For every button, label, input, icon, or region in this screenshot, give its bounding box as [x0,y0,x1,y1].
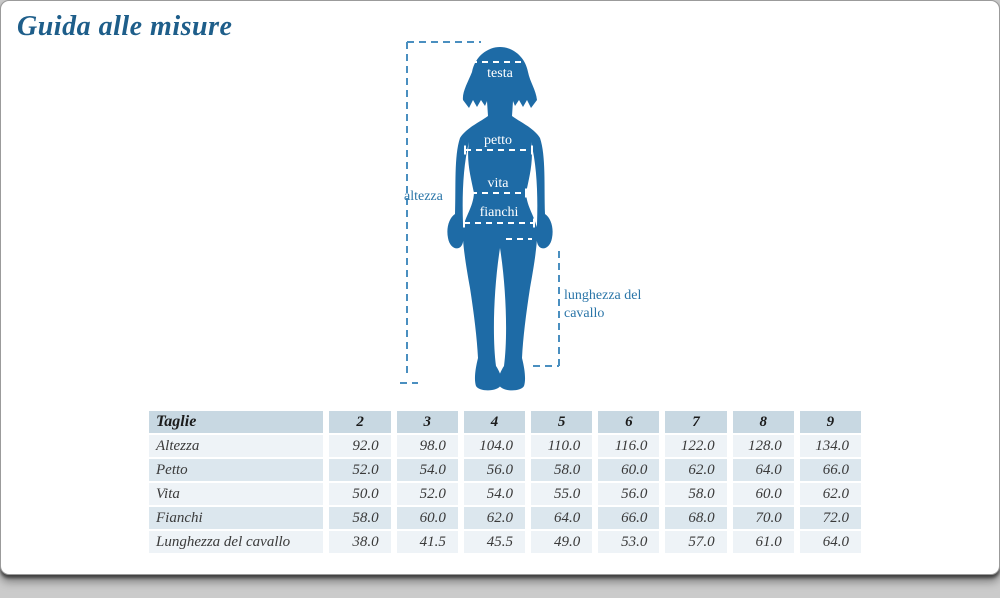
column-header-size: 5 [525,411,592,435]
table-row [149,483,861,507]
table-cell: 56.0 [592,483,659,507]
table-header-taglie: Taglie [149,411,323,435]
column-header-size: 9 [794,411,861,435]
table-cell: 116.0 [592,435,659,459]
table-cell: 98.0 [391,435,458,459]
table-cell: 104.0 [458,435,525,459]
table-cell: 92.0 [323,435,390,459]
size-table [149,411,861,555]
table-cell: 58.0 [659,483,726,507]
row-label: Altezza [149,435,323,459]
column-header-size: 4 [458,411,525,435]
table-cell: 53.0 [592,531,659,555]
table-cell: 62.0 [458,507,525,531]
table-cell: 70.0 [727,507,794,531]
table-row [149,435,861,459]
row-label: Fianchi [149,507,323,531]
table-cell: 54.0 [391,459,458,483]
table-cell: 61.0 [727,531,794,555]
table-cell: 64.0 [727,459,794,483]
table-cell: 54.0 [458,483,525,507]
table-cell: 58.0 [323,507,390,531]
table-cell: 56.0 [458,459,525,483]
table-row [149,507,861,531]
size-table-header [149,411,861,435]
label-petto: petto [484,133,512,148]
table-cell: 60.0 [391,507,458,531]
measurement-diagram [396,36,666,406]
table-cell: 41.5 [391,531,458,555]
row-label: Lunghezza del cavallo [149,531,323,555]
label-fianchi: fianchi [479,205,519,220]
label-vita: vita [487,176,509,191]
size-table-body [149,435,861,555]
table-cell: 57.0 [659,531,726,555]
label-cavallo-line1: lunghezza del [564,288,642,303]
table-cell: 45.5 [458,531,525,555]
table-cell: 49.0 [525,531,592,555]
table-row [149,459,861,483]
row-label: Petto [149,459,323,483]
table-cell: 60.0 [727,483,794,507]
column-header-size: 7 [659,411,726,435]
label-testa: testa [487,66,513,81]
table-cell: 52.0 [323,459,390,483]
table-cell: 55.0 [525,483,592,507]
page-title: Guida alle misure [17,11,233,42]
table-cell: 62.0 [794,483,861,507]
table-cell: 110.0 [525,435,592,459]
table-cell: 72.0 [794,507,861,531]
table-row [149,531,861,555]
table-cell: 50.0 [323,483,390,507]
table-cell: 64.0 [525,507,592,531]
table-cell: 60.0 [592,459,659,483]
table-cell: 58.0 [525,459,592,483]
row-label: Vita [149,483,323,507]
column-header-size: 8 [727,411,794,435]
header-row [149,411,861,435]
table-cell: 64.0 [794,531,861,555]
column-header-size: 3 [391,411,458,435]
table-cell: 38.0 [323,531,390,555]
table-cell: 68.0 [659,507,726,531]
table-cell: 66.0 [794,459,861,483]
table-cell: 66.0 [592,507,659,531]
table-cell: 122.0 [659,435,726,459]
table-cell: 62.0 [659,459,726,483]
table-cell: 128.0 [727,435,794,459]
column-header-size: 2 [323,411,390,435]
table-cell: 134.0 [794,435,861,459]
label-altezza: altezza [404,189,443,204]
column-header-size: 6 [592,411,659,435]
table-cell: 52.0 [391,483,458,507]
label-cavallo-line2: cavallo [564,306,605,321]
